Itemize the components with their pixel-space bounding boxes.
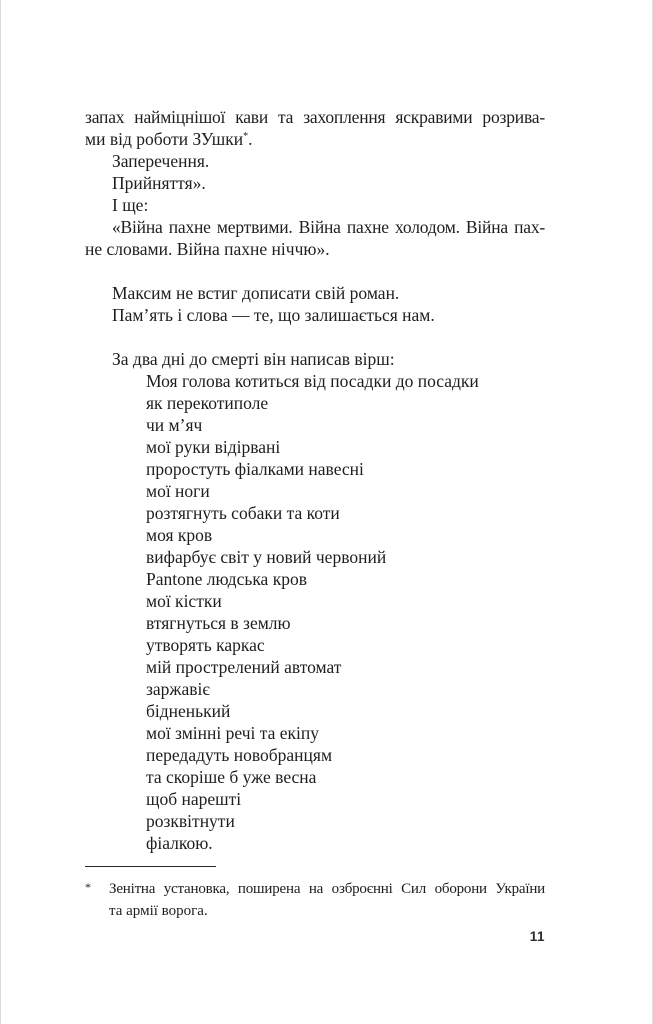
prose-line: І ще: [112,195,149,215]
prose-line: За два дні до смерті він написав вірш: [112,349,395,369]
poem-line: Pantone людська кров [146,569,307,589]
poem-line: мої руки відірвані [146,437,281,457]
footnote-line: та армії ворога. [109,903,208,919]
poem-line: розквітнути [146,811,235,831]
prose-line: не словами. Війна пахне ніччю». [85,239,330,259]
poem-line: фіалкою. [146,833,213,853]
poem-line: мій прострелений автомат [146,657,342,677]
prose-line: запах найміцнішої кави та захоплення яскравими розрива- [85,107,545,127]
poem-line: передадуть новобранцям [146,745,333,765]
footnote [85,866,545,923]
prose-line: Прийняття». [112,173,206,193]
prose-line: Пам’ять і слова — те, що залишається нам. [112,305,435,325]
poem-line: бідненький [146,701,231,721]
poem [146,370,545,854]
poem-line: вифарбує світ у новий червоний [146,547,387,567]
poem-line: мої кістки [146,591,222,611]
prose-line: «Війна пахне мертвими. Війна пахне холодом. Війна пах- [112,217,545,237]
poem-line: проростуть фіалками навесні [146,459,364,479]
text-column [85,106,545,854]
poem-line: розтягнуть собаки та коти [146,503,340,523]
poem-line: втягнуться в землю [146,613,291,633]
poem-line: як перекотиполе [146,393,269,413]
footnote-divider [85,866,216,867]
poem-line: та скоріше б уже весна [146,767,317,787]
prose-text: . [248,129,253,149]
poem-line: мої змінні речі та екіпу [146,723,320,743]
prose-line: Максим не встиг дописати свій роман. [112,283,400,303]
poem-line: чи м’яч [146,415,203,435]
poem-line: утворять каркас [146,635,265,655]
prose-line [85,128,545,150]
page-number: 11 [529,929,545,944]
footnote-marker: * [85,880,91,894]
footnote-body [85,879,545,923]
poem-line: моя кров [146,525,213,545]
paragraph-spacer [85,260,545,282]
footnote-reference-marker: * [243,131,249,142]
poem-line: мої ноги [146,481,210,501]
poem-line: Моя голова котиться від посадки до посадки [146,371,479,391]
prose-line: Заперечення. [112,151,210,171]
poem-line: заржавіє [146,679,210,699]
paragraph-spacer [85,326,545,348]
prose-text: ми від роботи ЗУшки [85,129,244,149]
poem-line: щоб нарешті [146,789,242,809]
footnote-line: Зенітна установка, поширена на озброєнні Сил оборони України [109,881,545,897]
